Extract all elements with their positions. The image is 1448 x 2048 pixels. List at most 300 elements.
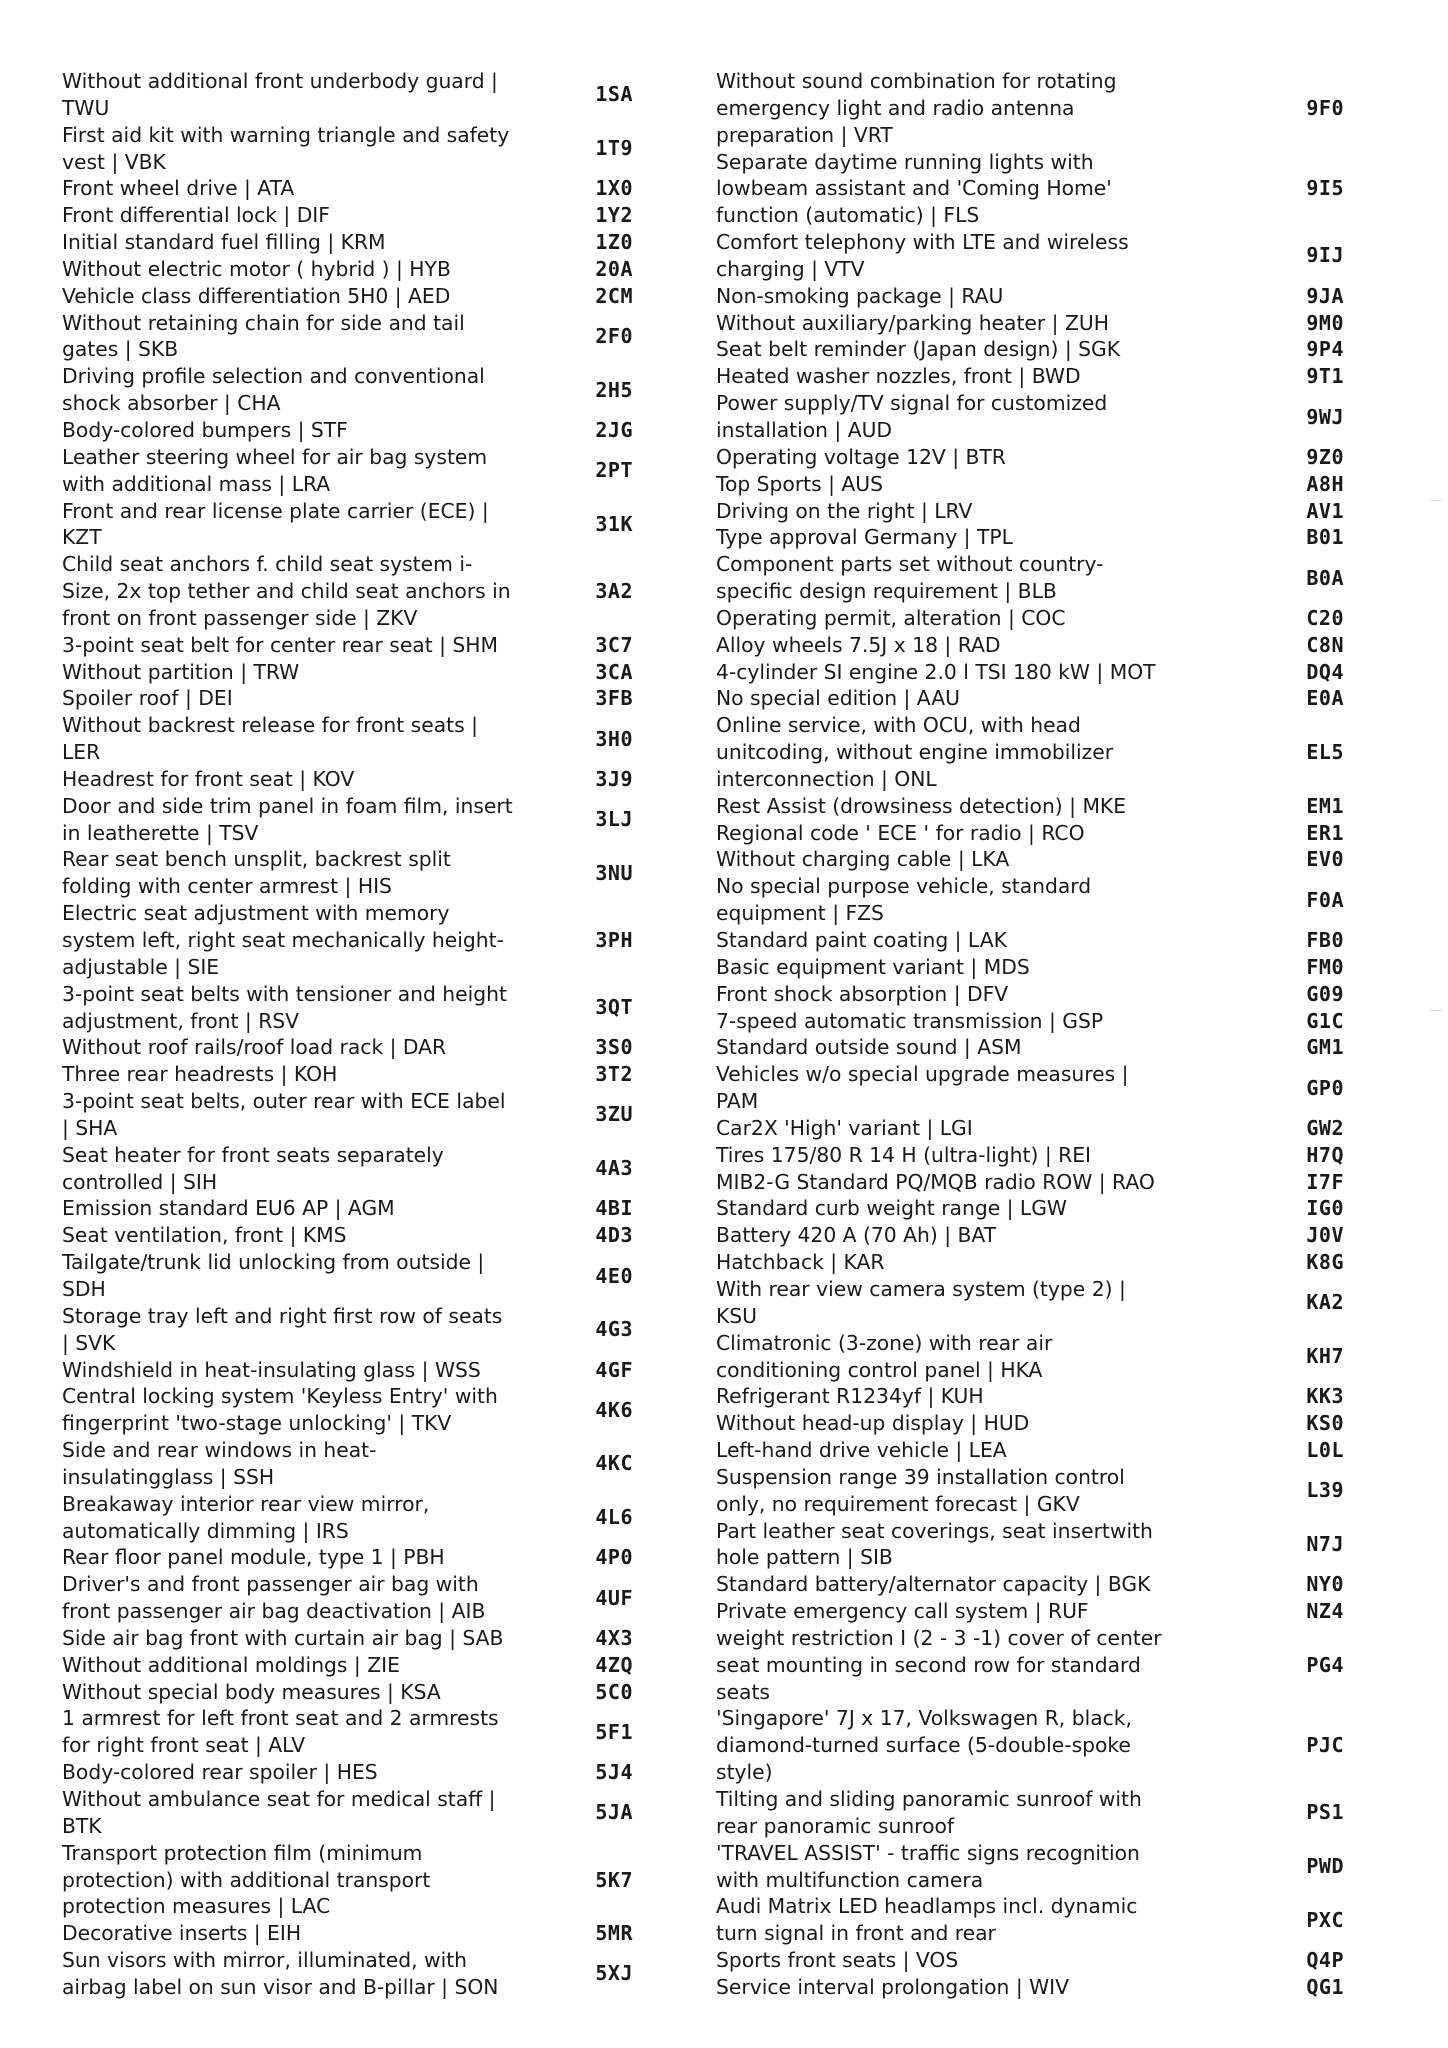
option-description <box>62 202 517 229</box>
description-line: Vehicle class differentiation 5H0 | AED <box>62 283 451 308</box>
option-row <box>716 1249 1344 1276</box>
option-description <box>62 229 517 256</box>
description-line: Size, 2x top tether and child seat anchors in <box>62 579 511 604</box>
option-description <box>716 685 1186 712</box>
option-row <box>62 283 633 310</box>
option-description <box>716 1437 1186 1464</box>
option-row <box>62 766 633 793</box>
option-row <box>716 1974 1344 2001</box>
option-description <box>716 310 1186 337</box>
option-description <box>62 1625 517 1652</box>
option-code: ER1 <box>1306 820 1344 845</box>
description-line: Side and rear windows in heat- <box>62 1438 377 1463</box>
description-line: shock absorber | CHA <box>62 391 281 416</box>
description-line: Transport protection film (minimum <box>62 1840 423 1865</box>
description-line: Rear floor panel module, type 1 | PBH <box>62 1545 445 1570</box>
description-line: Private emergency call system | RUF <box>716 1599 1089 1624</box>
option-row <box>62 1195 633 1222</box>
option-description <box>716 1840 1186 1894</box>
option-description <box>716 444 1186 471</box>
option-row <box>716 310 1344 337</box>
description-line: Side air bag front with curtain air bag | SAB <box>62 1625 504 1650</box>
option-code: FM0 <box>1306 954 1344 979</box>
option-code: GW2 <box>1306 1115 1344 1140</box>
option-row <box>62 1947 633 2001</box>
option-code: 31K <box>595 511 633 536</box>
option-description <box>62 1947 517 2001</box>
option-description <box>716 363 1186 390</box>
option-row <box>62 1786 633 1840</box>
option-code: 4GF <box>595 1357 633 1382</box>
option-code: 4G3 <box>595 1317 633 1342</box>
option-row <box>62 122 633 176</box>
option-row <box>62 363 633 417</box>
option-code: PJC <box>1306 1733 1344 1758</box>
option-description <box>62 981 517 1035</box>
option-description <box>716 1518 1186 1572</box>
option-code: 9JA <box>1306 283 1344 308</box>
description-line: Hatchback | KAR <box>716 1250 885 1275</box>
description-line: Without additional moldings | ZIE <box>62 1652 400 1677</box>
option-description <box>716 1142 1186 1169</box>
option-row <box>62 1249 633 1303</box>
option-description <box>716 1410 1186 1437</box>
description-line: Front differential lock | DIF <box>62 203 330 228</box>
option-code: 2F0 <box>595 324 633 349</box>
option-code: 4BI <box>595 1196 633 1221</box>
option-description <box>716 846 1186 873</box>
option-description <box>62 1437 517 1491</box>
option-row <box>716 1786 1344 1840</box>
option-code: 5XJ <box>595 1961 633 1986</box>
description-line: Component parts set without country- <box>716 552 1104 577</box>
option-row <box>716 1464 1344 1518</box>
option-code: 4D3 <box>595 1223 633 1248</box>
option-row <box>62 1222 633 1249</box>
description-line: Standard battery/alternator capacity | BGK <box>716 1572 1151 1597</box>
option-code: 9IJ <box>1306 243 1344 268</box>
option-row <box>716 229 1344 283</box>
option-description <box>716 1222 1186 1249</box>
description-line: Regional code ' ECE ' for radio | RCO <box>716 820 1085 845</box>
option-row <box>716 793 1344 820</box>
description-line: 1 armrest for left front seat and 2 armrests <box>62 1706 499 1731</box>
option-code: EM1 <box>1306 793 1344 818</box>
option-code: 2H5 <box>595 377 633 402</box>
option-code: QG1 <box>1306 1974 1344 1999</box>
option-description <box>716 712 1186 793</box>
option-row <box>716 336 1344 363</box>
option-row <box>716 1115 1344 1142</box>
option-row <box>62 1759 633 1786</box>
option-description <box>62 1061 517 1088</box>
description-line: rear panoramic sunroof <box>716 1813 955 1838</box>
option-description <box>62 283 517 310</box>
option-code: GM1 <box>1306 1035 1344 1060</box>
option-description <box>62 1088 517 1142</box>
description-line: diamond-turned surface (5-double-spoke <box>716 1733 1131 1758</box>
option-description <box>716 551 1186 605</box>
option-row <box>62 417 633 444</box>
option-code: 9M0 <box>1306 310 1344 335</box>
option-code: 3ZU <box>595 1102 633 1127</box>
option-code: 4KC <box>595 1451 633 1476</box>
option-description <box>62 1383 517 1437</box>
description-line: MIB2-G Standard PQ/MQB radio ROW | RAO <box>716 1169 1155 1194</box>
description-line: Child seat anchors f. child seat system i- <box>62 552 473 577</box>
description-line: Without retaining chain for side and tail <box>62 310 465 335</box>
option-row <box>716 1705 1344 1786</box>
right-option-list <box>716 68 1344 2001</box>
description-line: function (automatic) | FLS <box>716 203 980 228</box>
option-code: 3C7 <box>595 632 633 657</box>
option-code: 9F0 <box>1306 95 1344 120</box>
option-row <box>716 1840 1344 1894</box>
description-line: Central locking system 'Keyless Entry' with <box>62 1384 498 1409</box>
description-line: Leather steering wheel for air bag system <box>62 444 488 469</box>
option-code: 3PH <box>595 928 633 952</box>
description-line: preparation | VRT <box>716 122 893 147</box>
description-line: equipment | FZS <box>716 901 884 926</box>
option-row <box>62 685 633 712</box>
option-description <box>62 632 517 659</box>
description-line: Basic equipment variant | MDS <box>716 954 1030 979</box>
option-row <box>62 659 633 686</box>
description-line: Heated washer nozzles, front | BWD <box>716 364 1081 389</box>
option-description <box>716 1383 1186 1410</box>
description-line: Online service, with OCU, with head <box>716 713 1081 738</box>
option-code: C20 <box>1306 605 1344 630</box>
option-row <box>716 1169 1344 1196</box>
description-line: interconnection | ONL <box>716 766 937 791</box>
option-row <box>716 1276 1344 1330</box>
description-line: in leatherette | TSV <box>62 820 259 845</box>
description-line: conditioning control panel | HKA <box>716 1357 1043 1382</box>
option-row <box>716 846 1344 873</box>
option-description <box>62 122 517 176</box>
description-line: Audi Matrix LED headlamps incl. dynamic <box>716 1894 1138 1919</box>
description-line: PAM <box>716 1089 759 1114</box>
description-line: installation | AUD <box>716 417 893 442</box>
option-code: B01 <box>1306 525 1344 550</box>
option-row <box>62 1544 633 1571</box>
option-description <box>716 498 1186 525</box>
description-line: LER <box>62 740 101 765</box>
description-line: Sports front seats | VOS <box>716 1948 959 1973</box>
description-line: Body-colored bumpers | STF <box>62 417 348 442</box>
option-code: 4UF <box>595 1585 633 1610</box>
option-code: 4A3 <box>595 1156 633 1181</box>
description-line: KSU <box>716 1303 758 1328</box>
description-line: Driving profile selection and conventional <box>62 364 485 389</box>
description-line: Refrigerant R1234yf | KUH <box>716 1384 984 1409</box>
description-line: Decorative inserts | EIH <box>62 1921 302 1946</box>
description-line: Part leather seat coverings, seat insertwith <box>716 1518 1153 1543</box>
description-line: 'Singapore' 7J x 17, Volkswagen R, black, <box>716 1706 1132 1731</box>
option-description <box>62 685 517 712</box>
option-code: 5K7 <box>595 1867 633 1892</box>
description-line: Without head-up display | HUD <box>716 1411 1030 1436</box>
description-line: Without partition | TRW <box>62 659 300 684</box>
description-line: Car2X 'High' variant | LGI <box>716 1115 973 1140</box>
option-row <box>62 229 633 256</box>
description-line: unitcoding, without engine immobilizer <box>716 740 1114 765</box>
option-row <box>62 1491 633 1545</box>
option-code: 1Y2 <box>595 203 633 228</box>
option-description <box>716 954 1186 981</box>
description-line: Sun visors with mirror, illuminated, with <box>62 1948 468 1973</box>
description-line: Suspension range 39 installation control <box>716 1464 1125 1489</box>
option-description <box>62 1357 517 1384</box>
option-row <box>716 1625 1344 1706</box>
description-line: Tires 175/80 R 14 H (ultra-light) | REI <box>716 1142 1091 1167</box>
option-code: 4E0 <box>595 1263 633 1288</box>
description-line: weight restriction I (2 - 3 -1) cover of center <box>716 1625 1162 1650</box>
description-line: Power supply/TV signal for customized <box>716 391 1108 416</box>
option-description <box>62 1303 517 1357</box>
description-line: insulatingglass | SSH <box>62 1464 275 1489</box>
option-description <box>716 659 1186 686</box>
option-code: NZ4 <box>1306 1599 1344 1624</box>
option-row <box>716 390 1344 444</box>
option-description <box>62 1920 517 1947</box>
description-line: KZT <box>62 525 102 550</box>
description-line: controlled | SIH <box>62 1169 218 1194</box>
description-line: Rear seat bench unsplit, backrest split <box>62 847 451 872</box>
option-description <box>62 1034 517 1061</box>
option-description <box>62 363 517 417</box>
option-row <box>716 1410 1344 1437</box>
option-description <box>62 310 517 364</box>
description-line: protection measures | LAC <box>62 1894 331 1919</box>
option-code: 5F1 <box>595 1719 633 1744</box>
description-line: Storage tray left and right first row of seats <box>62 1303 503 1328</box>
option-row <box>716 1142 1344 1169</box>
option-description <box>62 1195 517 1222</box>
description-line: Breakaway interior rear view mirror, <box>62 1491 430 1516</box>
option-code: 5C0 <box>595 1679 633 1704</box>
description-line: Emission standard EU6 AP | AGM <box>62 1196 395 1221</box>
option-code: 1T9 <box>595 136 633 161</box>
option-row <box>716 605 1344 632</box>
option-row <box>62 712 633 766</box>
option-code: AV1 <box>1306 498 1344 523</box>
option-code: PXC <box>1306 1907 1344 1932</box>
option-description <box>62 444 517 498</box>
option-row <box>716 1383 1344 1410</box>
option-code: 1Z0 <box>595 230 633 255</box>
option-code: FB0 <box>1306 928 1344 952</box>
option-row <box>62 1061 633 1088</box>
option-row <box>716 363 1344 390</box>
description-line: Tilting and sliding panoramic sunroof with <box>716 1787 1142 1811</box>
description-line: Door and side trim panel in foam film, insert <box>62 793 513 818</box>
option-code: K8G <box>1306 1250 1344 1275</box>
description-line: Spoiler roof | DEI <box>62 686 233 711</box>
option-row <box>716 1195 1344 1222</box>
description-line: Comfort telephony with LTE and wireless <box>716 230 1129 255</box>
description-line: Operating voltage 12V | BTR <box>716 444 1006 469</box>
description-line: Driving on the right | LRV <box>716 498 973 523</box>
option-code: C8N <box>1306 632 1344 657</box>
option-code: 9P4 <box>1306 337 1344 362</box>
option-row <box>716 632 1344 659</box>
option-description <box>716 1330 1186 1384</box>
description-line: Three rear headrests | KOH <box>62 1062 338 1087</box>
option-code: 1SA <box>595 82 633 107</box>
description-line: No special edition | AAU <box>716 686 960 711</box>
option-code: PS1 <box>1306 1800 1344 1825</box>
description-line: Without roof rails/roof load rack | DAR <box>62 1035 447 1060</box>
option-code: IG0 <box>1306 1196 1344 1221</box>
description-line: front passenger air bag deactivation | AIB <box>62 1599 486 1624</box>
option-description <box>62 551 517 632</box>
description-line: hole pattern | SIB <box>716 1545 893 1570</box>
option-row <box>716 1222 1344 1249</box>
option-row <box>62 498 633 552</box>
option-code: N7J <box>1306 1531 1344 1556</box>
option-code: 2PT <box>595 458 633 483</box>
option-code: G09 <box>1306 981 1344 1006</box>
option-code: DQ4 <box>1306 659 1344 684</box>
option-row <box>716 68 1344 149</box>
option-code: 4X3 <box>595 1625 633 1650</box>
option-description <box>716 1786 1186 1840</box>
option-row <box>62 1383 633 1437</box>
option-description <box>716 1276 1186 1330</box>
option-description <box>716 632 1186 659</box>
description-line: First aid kit with warning triangle and safety <box>62 122 510 147</box>
option-description <box>62 498 517 552</box>
option-description <box>716 1195 1186 1222</box>
description-line: Tailgate/trunk lid unlocking from outside | <box>62 1250 485 1275</box>
option-code: I7F <box>1306 1169 1344 1194</box>
option-row <box>62 202 633 229</box>
option-description <box>62 1705 517 1759</box>
description-line: style) <box>716 1760 773 1785</box>
option-code: G1C <box>1306 1008 1344 1033</box>
description-line: Without special body measures | KSA <box>62 1679 441 1704</box>
option-row <box>716 1034 1344 1061</box>
option-code: 3H0 <box>595 726 633 751</box>
option-code: 9T1 <box>1306 364 1344 389</box>
option-code: 4ZQ <box>595 1652 633 1677</box>
option-description <box>716 1061 1186 1115</box>
option-description <box>716 336 1186 363</box>
option-description <box>716 1571 1186 1598</box>
option-code: 5J4 <box>595 1760 633 1785</box>
option-row <box>62 1142 633 1196</box>
option-row <box>716 1008 1344 1035</box>
description-line: BTK <box>62 1813 102 1838</box>
option-row <box>62 1088 633 1142</box>
option-description <box>716 1947 1186 1974</box>
option-row <box>716 283 1344 310</box>
option-description <box>716 1893 1186 1947</box>
description-line: Operating permit, alteration | COC <box>716 605 1066 630</box>
option-description <box>62 1652 517 1679</box>
option-row <box>716 1598 1344 1625</box>
description-line: Left-hand drive vehicle | LEA <box>716 1438 1007 1463</box>
option-code: 3QT <box>595 995 633 1020</box>
option-code: 3LJ <box>595 807 633 832</box>
description-line: vest | VBK <box>62 149 166 174</box>
option-row <box>716 1518 1344 1572</box>
option-row <box>716 712 1344 793</box>
description-line: Without backrest release for front seats | <box>62 713 478 738</box>
option-code: A8H <box>1306 471 1344 496</box>
option-row <box>62 444 633 498</box>
option-description <box>62 1491 517 1545</box>
option-description <box>62 1544 517 1571</box>
description-line: for right front seat | ALV <box>62 1733 306 1758</box>
option-row <box>716 498 1344 525</box>
description-line: 'TRAVEL ASSIST' - traffic signs recognition <box>716 1840 1140 1865</box>
description-line: protection) with additional transport <box>62 1867 431 1892</box>
option-row <box>716 1061 1344 1115</box>
left-option-list <box>62 68 633 2001</box>
description-line: only, no requirement forecast | GKV <box>716 1491 1080 1516</box>
option-description <box>716 149 1186 230</box>
option-row <box>62 632 633 659</box>
description-line: lowbeam assistant and 'Coming Home' <box>716 176 1112 201</box>
option-code: KA2 <box>1306 1290 1344 1315</box>
description-line: Separate daytime running lights with <box>716 149 1094 174</box>
option-description <box>716 981 1186 1008</box>
option-row <box>716 873 1344 927</box>
description-line: Without ambulance seat for medical staff | <box>62 1787 496 1811</box>
option-row <box>62 1840 633 1921</box>
option-description <box>62 900 517 981</box>
option-description <box>62 712 517 766</box>
option-code: H7Q <box>1306 1142 1344 1167</box>
description-line: Non-smoking package | RAU <box>716 283 1004 308</box>
description-line: TWU <box>62 95 110 120</box>
option-description <box>62 417 517 444</box>
option-row <box>716 444 1344 471</box>
description-line: 3-point seat belts with tensioner and height <box>62 981 507 1006</box>
option-row <box>62 1705 633 1759</box>
option-row <box>716 471 1344 498</box>
description-line: 3-point seat belts, outer rear with ECE label <box>62 1089 506 1114</box>
option-description <box>716 820 1186 847</box>
option-description <box>62 1142 517 1196</box>
option-description <box>62 1222 517 1249</box>
option-code: 1X0 <box>595 176 633 201</box>
description-line: | SVK <box>62 1330 116 1355</box>
description-line: Windshield in heat-insulating glass | WSS <box>62 1357 481 1382</box>
description-line: | SHA <box>62 1115 118 1140</box>
description-line: 4-cylinder SI engine 2.0 l TSI 180 kW | MOT <box>716 659 1156 684</box>
description-line: Electric seat adjustment with memory <box>62 901 450 926</box>
description-line: automatically dimming | IRS <box>62 1518 349 1543</box>
description-line: airbag label on sun visor and B-pillar | SON <box>62 1974 499 1999</box>
option-description <box>62 68 517 122</box>
option-description <box>716 873 1186 927</box>
description-line: 3-point seat belt for center rear seat | SHM <box>62 632 499 657</box>
margin-mark <box>1430 1010 1442 1011</box>
option-row <box>716 1893 1344 1947</box>
option-description <box>62 1786 517 1840</box>
option-description <box>716 1115 1186 1142</box>
option-description <box>716 1249 1186 1276</box>
option-row <box>62 1652 633 1679</box>
option-description <box>62 1840 517 1921</box>
option-description <box>716 68 1186 149</box>
option-row <box>716 685 1344 712</box>
option-code: F0A <box>1306 887 1344 912</box>
option-code: PWD <box>1306 1854 1344 1879</box>
